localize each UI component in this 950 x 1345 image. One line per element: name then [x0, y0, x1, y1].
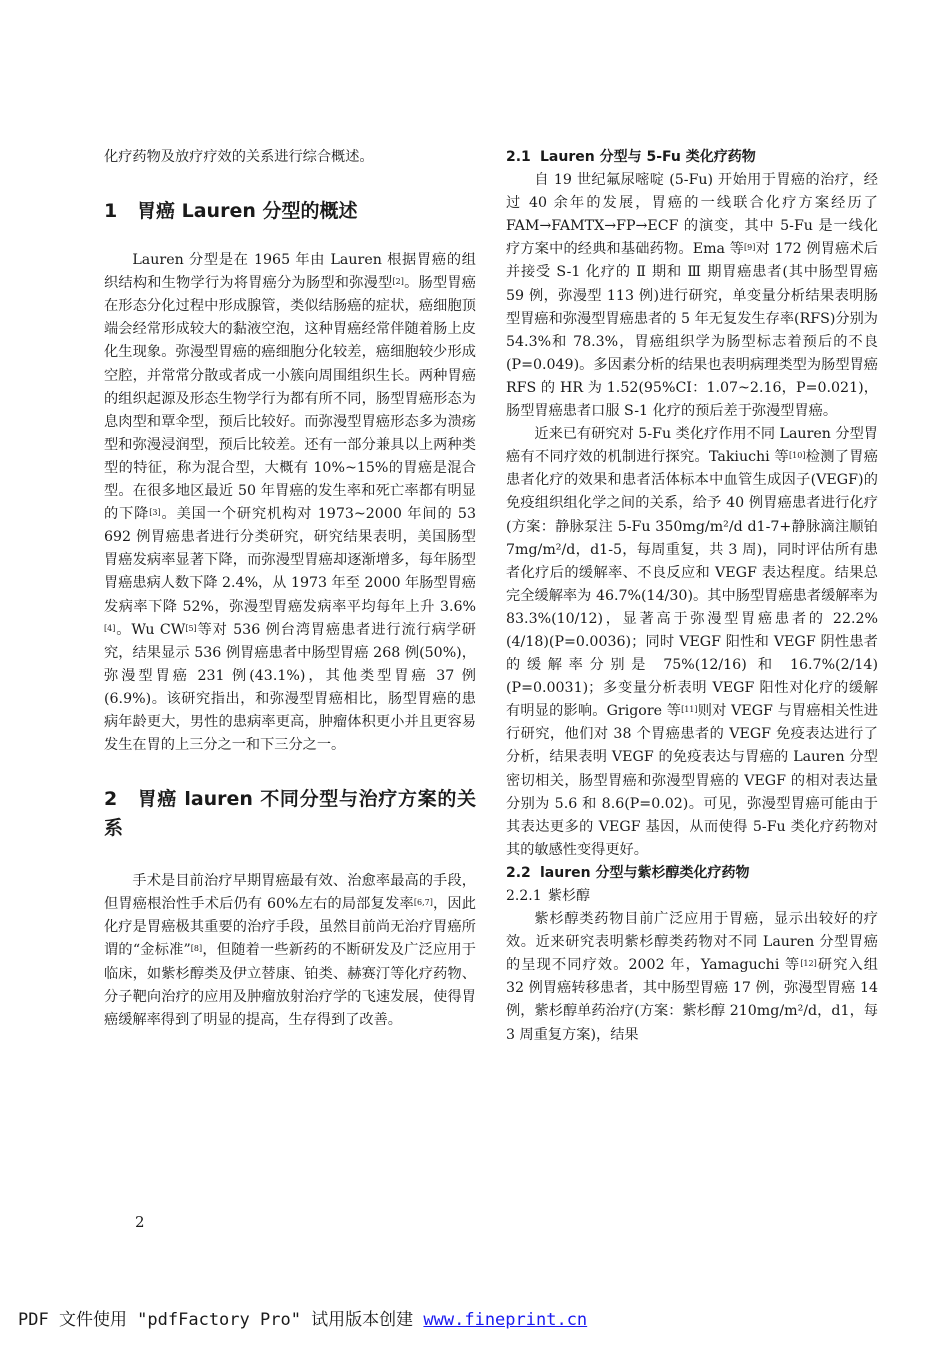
- footer-link[interactable]: www.fineprint.cn: [423, 1310, 588, 1330]
- ref-3: [3]: [149, 508, 161, 518]
- paragraph-treatment: 手术是目前治疗早期胃癌最有效、治愈率最高的手段，但胃癌根治性手术后仍有 60%左右的局部复发率[6,7]，因此化疗是胃癌极其重要的治疗手段，虽然目前尚无治疗胃癌所谓的“金标准”[8]，但随着一些新药的不断研发及广泛应用于临床，如紫杉醇类及伊立替康、铂类、赫赛汀等化疗药物、分子靶向治疗的应用及肿瘤放射治疗学的飞速发展，使得胃癌缓解率得到了明显的提高，生存得到了改善。: [104, 873, 476, 1028]
- section-2-1-heading: [506, 146, 878, 169]
- ref-11: [11]: [681, 705, 698, 715]
- ref-12: [12]: [800, 959, 817, 969]
- section-2-2-title: lauren 分型与紫杉醇类化疗药物: [540, 864, 750, 881]
- footer-text: PDF 文件使用 "pdfFactory Pro" 试用版本创建: [18, 1310, 424, 1330]
- ref-5: [5]: [185, 623, 197, 633]
- paragraph-5fu-mechanism: 近来已有研究对 5-Fu 类化疗作用不同 Lauren 分型胃癌有不同疗效的机制进行探究。Takiuchi 等[10]检测了胃癌患者化疗的效果和患者活体标本中血管生成因子(VEGF)的免疫组织组化学之间的关系，给予 40 例胃癌患者进行化疗 (方案：静脉泵注 5-Fu 350mg/m²/d d1-7+静脉滴注顺铂 7mg/m²/d，d1-5，每周重复，共 3 周)，同时评估所有患者化疗后的缓解率、不良反应和 VEGF 表达程度。结果总完全缓解率为 46.7%(14/30)。其中肠型胃癌患者缓解率为 83.3%(10/12)，显著高于弥漫型胃癌患者的 22.2%(4/18)(P=0.0036)；同时 VEGF 阳性和 VEGF 阴性患者的缓解率分别是 75%(12/16) 和 16.7%(2/14)(P=0.0031)；多变量分析表明 VEGF 阳性对化疗的缓解有明显的影响。Grigore 等[11]则对 VEGF 与胃癌相关性进行研究，他们对 38 个胃癌患者的 VEGF 免疫表达进行了分析，结果表明 VEGF 的免疫表达与胃癌的 Lauren 分型密切相关，肠型胃癌和弥漫型胃癌的 VEGF 的相对表达量分别为 5.6 和 8.6(P=0.02)。可见，弥漫型胃癌可能由于其表达更多的 VEGF 基因，从而使得 5-Fu 类化疗药物对其的敏感性变得更好。: [506, 426, 878, 858]
- paragraph-5fu-history: 自 19 世纪氟尿嘧啶 (5-Fu) 开始用于胃癌的治疗，经过 40 余年的发展，胃癌的一线联合化疗方案经历了 FAM→FAMTX→FP→ECF 的演变，其中 5-Fu 是一线化疗方案中的经典和基础药物。Ema 等[9]对 172 例胃癌术后并接受 S-1 化疗的 Ⅱ 期和 Ⅲ 期胃癌患者(其中肠型胃癌 59 例，弥漫型 113 例)进行研究，单变量分析结果表明肠型胃癌和弥漫型胃癌患者的 5 年无复发生存率(RFS)分别为 54.3%和 78.3%，胃癌组织学为肠型标志着预后的不良(P=0.049)。多因素分析的结果也表明病理类型为肠型胃癌 RFS 的 HR 为 1.52(95%CI：1.07~2.16，P=0.021)，肠型胃癌患者口服 S-1 化疗的预后差于弥漫型胃癌。: [506, 172, 878, 420]
- left-column: [104, 146, 476, 1032]
- ref-9: [9]: [744, 243, 756, 253]
- section-2-number: 2: [104, 788, 118, 811]
- intro-end: 化疗药物及放疗疗效的关系进行综合概述。: [104, 149, 374, 165]
- ref-2: [2]: [392, 277, 404, 287]
- pdf-footer: [18, 1305, 587, 1330]
- section-2-2-heading: [506, 862, 878, 885]
- ref-10: [10]: [789, 451, 806, 461]
- section-2-1-number: 2.1: [506, 149, 531, 165]
- section-2-2-1-number: 2.2.1: [506, 888, 542, 904]
- section-2-2-1-heading: [506, 885, 878, 908]
- section-1-heading: [104, 197, 476, 226]
- ref-6-7: [6,7]: [413, 898, 433, 908]
- page-number: 2: [135, 1213, 145, 1231]
- section-2-1-title: Lauren 分型与 5-Fu 类化疗药物: [540, 149, 756, 165]
- right-column: [506, 146, 878, 1047]
- paragraph-paclitaxel: 紫杉醇类药物目前广泛应用于胃癌，显示出较好的疗效。近来研究表明紫杉醇类药物对不同 Lauren 分型胃癌的呈现不同疗效。2002 年，Yamaguchi 等[12]研究入组 32 例胃癌转移患者，其中肠型胃癌 17 例，弥漫型胃癌 14 例，紫杉醇单药治疗(方案：紫杉醇 210mg/m²/d，d1，每 3 周重复方案)，结果: [506, 911, 878, 1043]
- section-1-number: 1: [104, 200, 118, 223]
- ref-4: [4]: [104, 623, 116, 633]
- section-2-2-1-title: 紫杉醇: [548, 888, 590, 904]
- section-2-heading: [104, 785, 476, 843]
- paragraph-lauren-overview: Lauren 分型是在 1965 年由 Lauren 根据胃癌的组织结构和生物学行为将胃癌分为肠型和弥漫型[2]。肠型胃癌在形态分化过程中形成腺管，类似结肠癌的症状，癌细胞顶端会经常形成较大的黏液空泡，这种胃癌经常伴随着肠上皮化生现象。弥漫型胃癌的癌细胞分化较差，癌细胞较少形成空腔，并常常分散或者成一小簇向周围组织生长。两种胃癌的组织起源及形态生物学行为都有所不同，肠型胃癌形态为息肉型和覃伞型，预后比较好。而弥漫型胃癌形态多为溃疡型和弥漫浸润型，预后比较差。还有一部分兼具以上两种类型的特征，称为混合型，大概有 10%~15%的胃癌是混合型。在很多地区最近 50 年胃癌的发生率和死亡率都有明显的下降[3]。美国一个研究机构对 1973~2000 年间的 53 692 例胃癌患者进行分类研究，研究结果表明，美国肠型胃癌发病率显著下降，而弥漫型胃癌却逐渐增多，每年肠型胃癌患病人数下降 2.4%，从 1973 年至 2000 年肠型胃癌发病率下降 52%，弥漫型胃癌发病率平均每年上升 3.6%[4]。Wu CW[5]等对 536 例台湾胃癌患者进行流行病学研究，结果显示 536 例胃癌患者中肠型胃癌 268 例(50%)，弥漫型胃癌 231 例(43.1%)，其他类型胃癌 37 例(6.9%)。该研究指出，和弥漫型胃癌相比，肠型胃癌的患病年龄更大，男性的患病率更高，肿瘤体积更小并且更容易发生在胃的上三分之一和下三分之一。: [104, 252, 476, 754]
- ref-8: [8]: [190, 944, 203, 954]
- section-2-title: 胃癌 lauren 不同分型与治疗方案的关系: [104, 788, 476, 840]
- section-2-2-number: 2.2: [506, 864, 531, 881]
- section-1-title: 胃癌 Lauren 分型的概述: [137, 200, 358, 223]
